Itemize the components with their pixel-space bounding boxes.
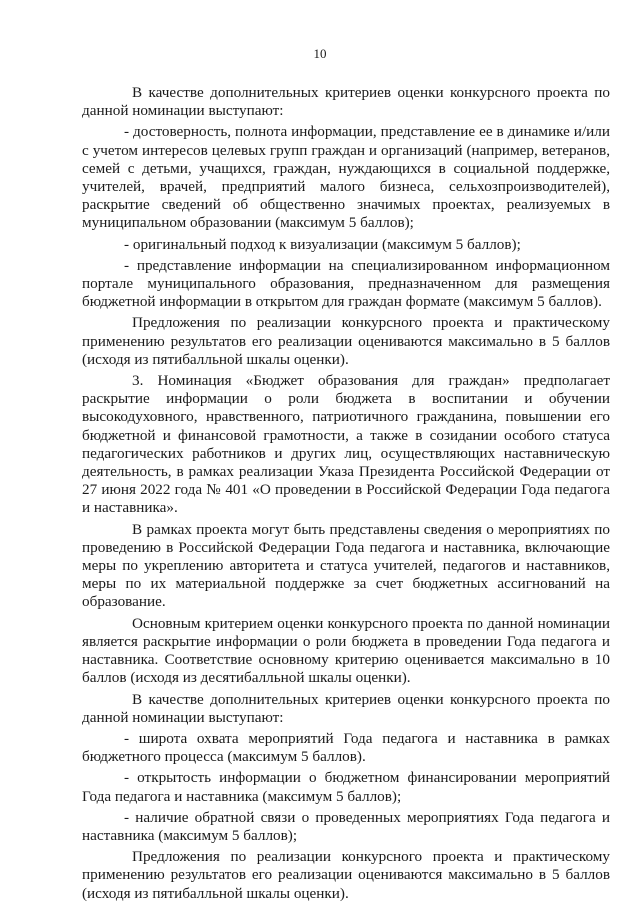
paragraph-proposals-scoring: Предложения по реализации конкурсного проекта и практическому применению результатов его реализации оцениваются максимально в 5 баллов (исходя из пятибалльной шкалы оценки). (82, 314, 610, 368)
list-item-reliability: - достоверность, полнота информации, представление ее в динамике и/или с учетом интересов целевых групп граждан и организаций (например, ветеранов, семей с детьми, учащихся, граждан, нуждающихся в социальной поддержке, учителей, врачей, предприятий малого бизнеса, сельхозпроизводителей), раскрытие сведений об общественно значимых проектах, реализуемых в муниципальном образовании (максимум 5 баллов); (82, 123, 610, 232)
paragraph-criteria-intro: В качестве дополнительных критериев оценки конкурсного проекта по данной номинации выступают: (82, 84, 610, 120)
list-item-coverage: - широта охвата мероприятий Года педагога и наставника в рамках бюджетного процесса (максимум 5 баллов). (82, 729, 610, 766)
list-item-visualization: - оригинальный подход к визуализации (максимум 5 баллов); (124, 235, 521, 253)
document-body (82, 84, 610, 906)
page-number: 10 (313, 46, 327, 61)
paragraph-criteria-intro-2: В качестве дополнительных критериев оценки конкурсного проекта по данной номинации выступают: (82, 690, 610, 726)
paragraph-project-scope: В рамках проекта могут быть представлены сведения о мероприятиях по проведению в Российской Федерации Года педагога и наставника, включающие меры по укреплению авторитета и статуса учителей, педагогов и наставников, меры по их материальной поддержке за счет бюджетных ассигнований на образование. (82, 520, 610, 611)
paragraph-proposals-scoring-2: Предложения по реализации конкурсного проекта и практическому применению результатов его реализации оцениваются максимально в 5 баллов (исходя из пятибалльной шкалы оценки). (82, 848, 610, 902)
list-item-portal: - представление информации на специализированном информационном портале муниципального образования, предназначенном для размещения бюджетной информации в открытом для граждан формате (максимум 5 баллов). (82, 256, 610, 311)
list-item-openness: - открытость информации о бюджетном финансировании мероприятий Года педагога и наставника (максимум 5 баллов); (82, 769, 610, 805)
paragraph-main-criterion: Основным критерием оценки конкурсного проекта по данной номинации является раскрытие информации о роли бюджета в проведении Года педагога и наставника. Соответствие основному критерию оценивается максимально в 10 баллов (исходя из десятибалльной шкалы оценки). (82, 614, 610, 687)
list-item-feedback: - наличие обратной связи о проведенных мероприятиях Года педагога и наставника (максимум 5 баллов); (82, 808, 610, 844)
paragraph-nomination-3: 3. Номинация «Бюджет образования для граждан» предполагает раскрытие информации о роли бюджета в воспитании и обучении высокодуховного, нравственного, патриотичного гражданина, повышении его бюджетной и финансовой грамотности, а также в созидании особого статуса педагогических работников и других лиц, осуществляющих наставническую деятельность, в рамках реализации Указа Президента Российской Федерации от 27 июня 2022 года № 401 «О проведении в Российской Федерации Года педагога и наставника». (82, 372, 610, 517)
